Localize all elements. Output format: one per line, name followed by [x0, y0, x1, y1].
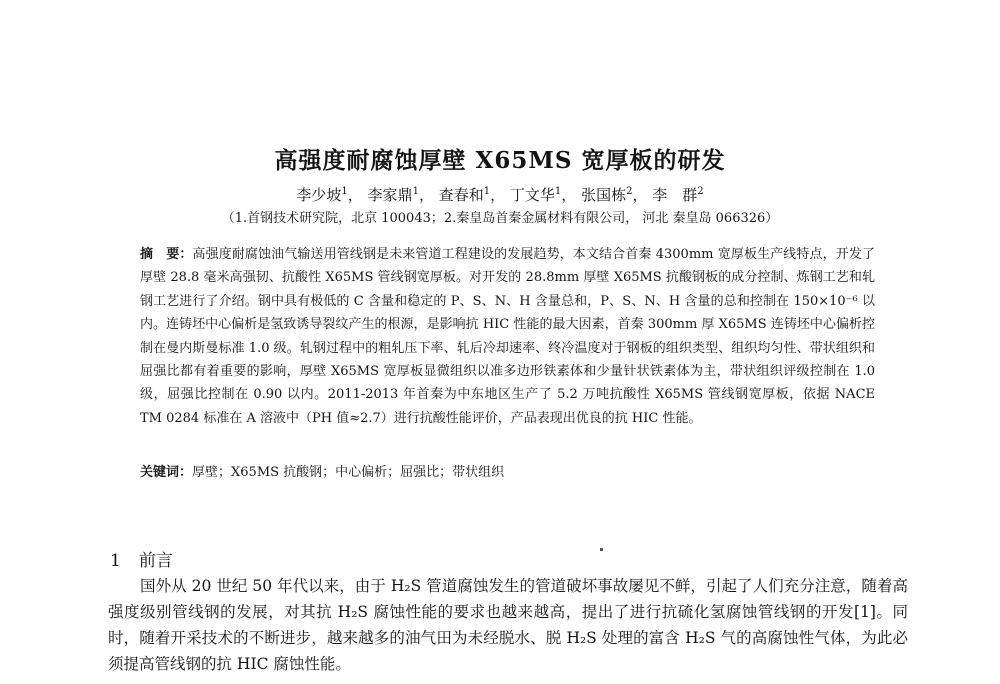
- scan-artifact-dot: [600, 548, 603, 551]
- author-affiliation-mark: 1: [483, 186, 491, 197]
- author-name: 张国栋: [581, 186, 627, 204]
- abstract-text: 高强度耐腐蚀油气输送用管线钢是未来管道工程建设的发展趋势，本文结合首秦 4300mm 宽厚板生产线特点，开发了厚壁 28.8 毫米高强韧、抗酸性 X65MS 管线钢宽厚板。对开发的 28.8mm 厚壁 X65MS 抗酸钢板的成分控制、炼钢工艺和轧钢工艺进行了介绍。钢中具有极低的 C 含量和稳定的 P、S、N、H 含量总和，P、S、N、H 含量的总和控制在 150×10⁻⁶ 以内。连铸坯中心偏析是氢致诱导裂纹产生的根源，是影响抗 HIC 性能的最大因素，首秦 300mm 厚 X65MS 连铸坯中心偏析控制在曼内斯曼标准 1.0 级。轧钢过程中的粗轧压下率、轧后冷却速率、终冷温度对于钢板的组织类型、组织均匀性、带状组织和屈强比都有着重要的影响，厚壁 X65MS 宽厚板显微组织以准多边形铁素体和少量针状铁素体为主，带状组织评级控制在 1.0 级，屈强比控制在 0.90 以内。2011-2013 年首秦为中东地区生产了 5.2 万吨抗酸性 X65MS 管线钢宽厚板，依据 NACE TM 0284 标准在 A 溶液中（PH 值≈2.7）进行抗酸性能评价，产品表现出优良的抗 HIC 性能。: [140, 247, 875, 426]
- author-name: 李家鼎: [367, 186, 413, 204]
- author-affiliation-mark: 2: [626, 186, 633, 197]
- author-affiliation-mark: 1: [412, 186, 419, 197]
- author-name: 李 群: [652, 186, 698, 204]
- abstract: [140, 243, 875, 430]
- body-text: 国外从 20 世纪 50 年代以来，由于 H₂S 管道腐蚀发生的管道破坏事故屡见不鲜，引起了人们充分注意，随着高强度级别管线钢的发展，对其抗 H₂S 腐蚀性能的要求也越来越高，提出了进行抗硫化氢腐蚀管线钢的开发[1]。同时，随着开采技术的不断进步，越来越多的油气田为未经脱水、脱 H₂S 处理的富含 H₂S 气的高腐蚀性气体，为此必须提高管线钢的抗 HIC 腐蚀性能。: [108, 577, 908, 673]
- keywords-label: 关键词：: [140, 465, 193, 480]
- section-heading: [110, 546, 173, 571]
- author-name: 查春和: [438, 186, 484, 204]
- abstract-label: 摘 要：: [140, 247, 193, 262]
- section-title: 前言: [138, 551, 173, 571]
- keywords-text: 厚壁；X65MS 抗酸钢；中心偏析；屈强比；带状组织: [192, 465, 505, 480]
- section-number: 1: [110, 551, 121, 571]
- author-list: 李少坡$^1$， 李家鼎$^1$， 查春和$^1$， 丁文华$^1$， 张国栋$^2$， 李 群$^2$: [296, 186, 704, 204]
- author-affiliation-mark: 2: [697, 186, 704, 197]
- author-name: 李少坡: [296, 186, 342, 204]
- author-affiliation-mark: 1: [554, 186, 562, 197]
- paper-title: 高强度耐腐蚀厚壁 X65MS 宽厚板的研发: [274, 147, 726, 174]
- author-name: 丁文华: [509, 186, 555, 204]
- author-affiliation-mark: 1: [341, 186, 348, 197]
- body-paragraph: [108, 573, 908, 677]
- affiliation: （1.首钢技术研究院，北京 100043；2.秦皇岛首秦金属材料有限公司， 河北 秦皇岛 066326）: [221, 211, 779, 226]
- keywords: [140, 461, 875, 480]
